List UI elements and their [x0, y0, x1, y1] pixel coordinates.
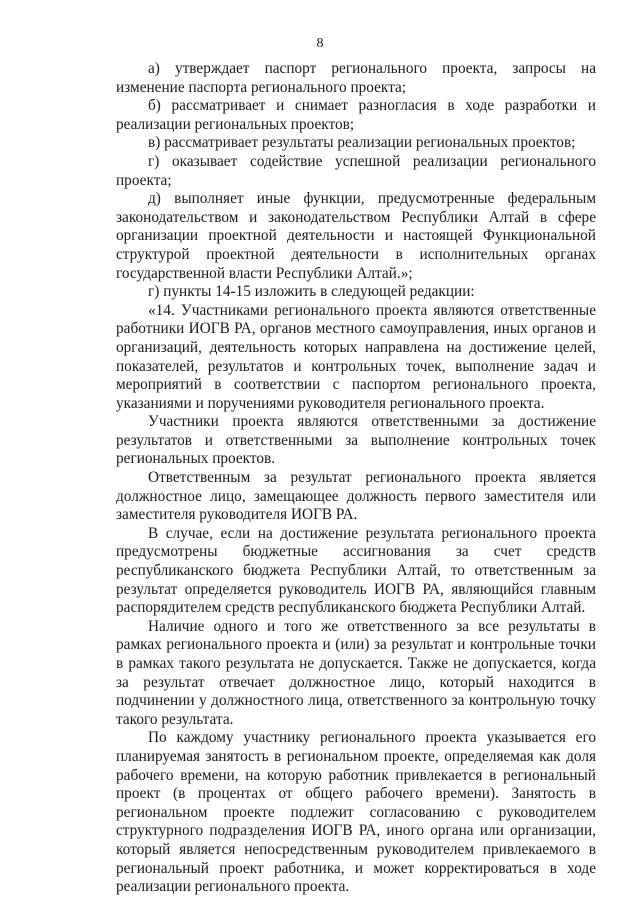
- document-body: [116, 60, 596, 897]
- page-number: 8: [316, 36, 324, 51]
- paragraph-item-g: г) оказывает содействие успешной реализации регионального проекта;: [116, 152, 596, 189]
- paragraph-participants: Участники проекта являются ответственными за достижение результатов и ответственными за выполнение контрольных точек региональных проектов.: [116, 413, 596, 468]
- paragraph-clause-14: «14. Участниками регионального проекта являются ответственные работники ИОГВ РА, органов местного самоуправления, иных органов и организаций, деятельность которых направлена на достижение целей, показателей, результатов и контрольных точек, выполнение задач и мероприятий в соответствии с паспортом регионального проекта, указаниями и поручениями руководителя регионального проекта.: [116, 301, 596, 412]
- paragraph-amendment-intro: г) пункты 14-15 изложить в следующей редакции:: [148, 283, 475, 301]
- paragraph-restrictions: Наличие одного и того же ответственного за все результаты в рамках регионального проекта и (или) за результат и контрольные точки в рамках такого результата не допускается. Также не допускается, когда за результат отвечает должностное лицо, который находится в подчинении у должностного лица, ответственного за контрольную точку такого результата.: [116, 617, 596, 728]
- paragraph-budget-case: В случае, если на достижение результата регионального проекта предусмотрены бюджетные ассигнования за счет средств республиканского бюджета Республики Алтай, то ответственным за результат определяется руководитель ИОГВ РА, являющийся главным распорядителем средств республиканского бюджета Республики Алтай.: [116, 524, 596, 617]
- paragraph-item-d: д) выполняет иные функции, предусмотренные федеральным законодательством и законодательством Республики Алтай в сфере организации проектной деятельности и настоящей Функциональной структурой проектной деятельности в исполнительных органах государственной власти Республики Алтай.»;: [116, 190, 596, 282]
- paragraph-responsible-person: Ответственным за результат регионального проекта является должностное лицо, замещающее должность первого заместителя или заместителя руководителя ИОГВ РА.: [116, 469, 596, 524]
- paragraph-item-v: в) рассматривает результаты реализации региональных проектов;: [148, 134, 576, 152]
- paragraph-item-a: а) утверждает паспорт регионального проекта, запросы на изменение паспорта регионального проекта;: [116, 60, 596, 96]
- paragraph-employment: По каждому участнику регионального проекта указывается его планируемая занятость в региональном проекте, определяемая как доля рабочего времени, на которую работник привлекается в региональный проект (в процентах от общего рабочего времени). Занятость в региональном проекте подлежит согласованию с руководителем структурного подразделения ИОГВ РА, иного органа или организации, который является непосредственным руководителем привлекаемого в региональный проект работника, и может корректироваться в ходе реализации регионального проекта.: [116, 729, 596, 896]
- paragraph-item-b: б) рассматривает и снимает разногласия в ходе разработки и реализации региональных проектов;: [116, 97, 596, 133]
